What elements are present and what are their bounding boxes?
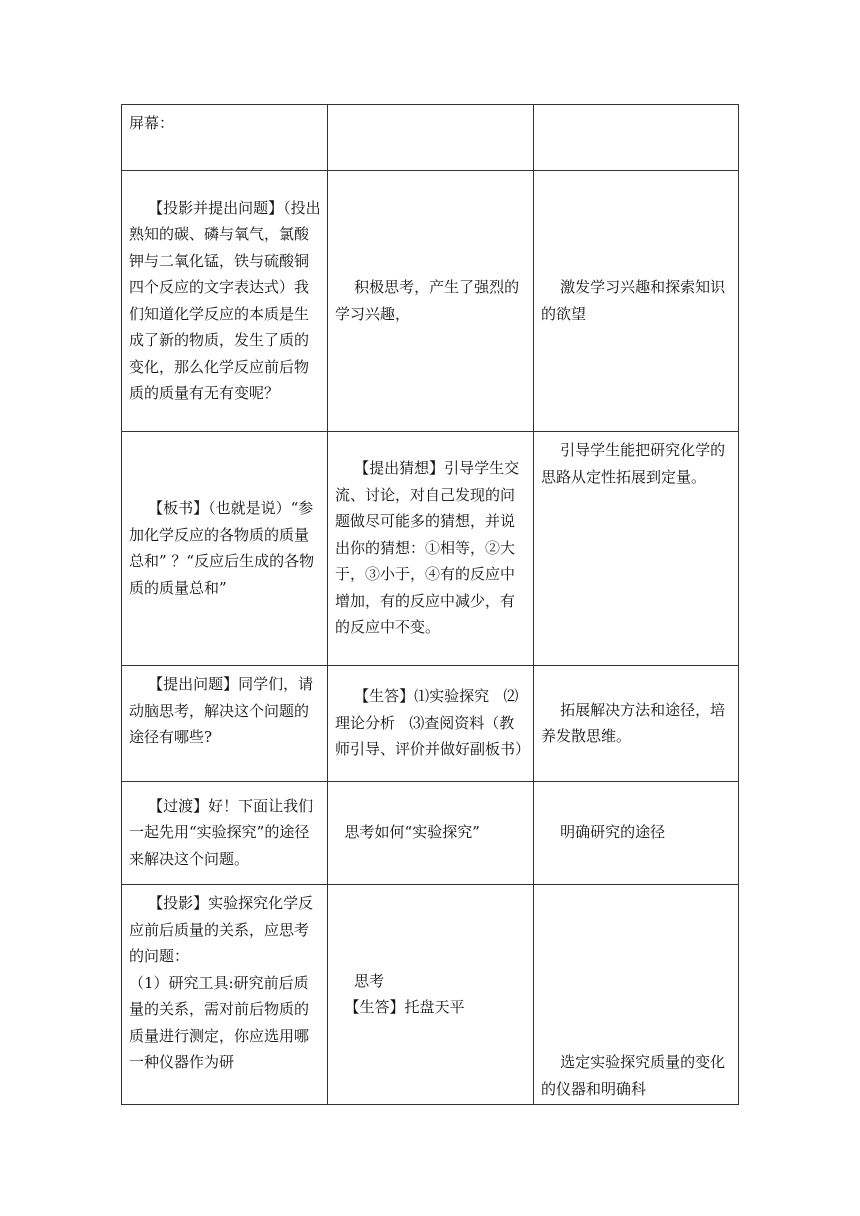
design-intent-cell [534,782,739,885]
cell-text: 【提出猜想】引导学生交流、讨论，对自己发现的问题做尽可能多的猜想，并说出你的猜想：①相等，②大于，③小于，④有的反应中增加，有的反应中减少，有的反应中不变。 [335,459,520,637]
student-activity-cell [328,666,534,782]
cell-text: 【投影并提出问题】（投出熟知的碳、磷与氧气，氯酸钾与二氧化锰，铁与硫酸铜四个反应的文字表达式）我们知道化学反应的本质是生成了新的物质，发生了质的变化，那么化学反应前后物质的质量有无有变呢？ [129,198,321,402]
student-activity-cell [328,171,534,432]
teacher-activity-cell [122,885,328,1105]
cell-text: 思考 【生答】托盘天平 [344,971,465,1016]
cell-text: 激发学习兴趣和探索知识的欲望 [541,278,726,323]
cell-text: 思考如何“实验探究” [335,823,480,842]
cell-text: 【提出问题】同学们，请动脑思考，解决这个问题的途径有哪些? [129,675,314,746]
table-row [122,782,739,885]
design-intent-cell [534,432,739,666]
cell-text: 【生答】⑴实验探究 ⑵理论分析 ⑶查阅资料（教师引导、评价并做好副板书） [335,687,531,759]
student-activity-cell [328,885,534,1105]
cell-text: 【过渡】好！下面让我们一起先用“实验探究”的途径来解决这个问题。 [129,796,314,868]
student-activity-cell [328,105,534,171]
table-row [122,432,739,666]
teacher-activity-cell [122,432,328,666]
design-intent-cell [534,666,739,782]
cell-text: 明确研究的途径 [541,823,666,842]
cell-text: 积极思考，产生了强烈的学习兴趣， [335,278,520,323]
cell-text: 引导学生能把研究化学的思路从定性拓展到定量。 [541,441,726,486]
table-row [122,105,739,171]
cell-text: 拓展解决方法和途径，培养发散思维。 [541,700,726,745]
cell-text: 屏幕： [129,114,175,132]
student-activity-cell [328,782,534,885]
table-row [122,666,739,782]
table-row [122,885,739,1105]
cell-text: 【板书】（也就是说）“参加化学反应的各物质的质量总和” ？“反应后生成的各物质的质量总和” [129,499,315,597]
teacher-activity-cell [122,666,328,782]
design-intent-cell [534,171,739,432]
teacher-activity-cell [122,171,328,432]
design-intent-cell [534,105,739,171]
design-intent-cell [534,885,739,1105]
cell-text: 选定实验探究质量的变化的仪器和明确科 [541,1053,726,1098]
cell-text: 【投影】实验探究化学反应前后质量的关系，应思考的问题： （1）研究工具:研究前后质量的关系，需对前后物质的质量进行测定，你应选用哪一种仪器作为研 [129,894,314,1071]
teacher-activity-cell [122,782,328,885]
lesson-plan-table [121,104,739,1105]
student-activity-cell [328,432,534,666]
table-row [122,171,739,432]
teacher-activity-cell [122,105,328,171]
